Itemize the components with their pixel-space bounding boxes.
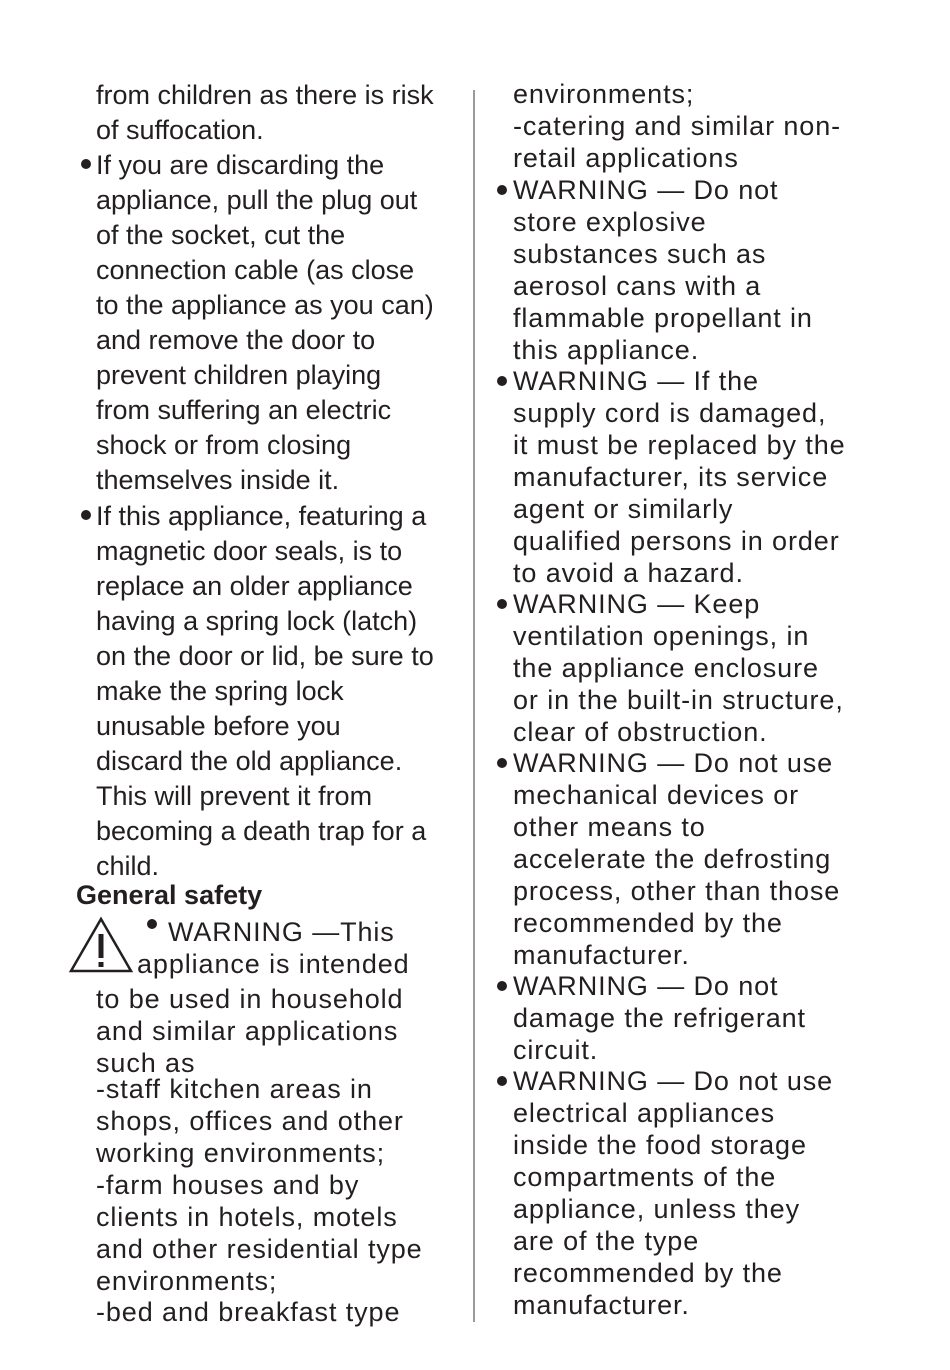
text-line: supply cord is damaged,	[513, 398, 827, 428]
text-line: from children as there is risk	[96, 80, 434, 110]
text-line: unusable before you	[96, 711, 341, 741]
text-line: environments;	[96, 1266, 278, 1296]
text-line: working environments;	[96, 1138, 386, 1168]
text-line: This will prevent it from	[96, 781, 373, 811]
text-line: agent or similarly	[513, 494, 734, 524]
text-line: circuit.	[513, 1035, 599, 1065]
text-line: on the door or lid, be sure to	[96, 641, 434, 671]
text-line: electrical appliances	[513, 1098, 776, 1128]
text-line: WARNING — Do not use	[513, 1066, 834, 1096]
text-line: WARNING — Do not	[513, 971, 779, 1001]
text-line: manufacturer.	[513, 940, 690, 970]
text-line: of suffocation.	[96, 115, 264, 145]
text-line: WARNING — Do not use	[513, 748, 834, 778]
text-line: other means to	[513, 812, 706, 842]
bullet-icon	[497, 981, 507, 991]
text-line: of the socket, cut the	[96, 220, 346, 250]
text-line: it must be replaced by the	[513, 430, 846, 460]
text-line: If this appliance, featuring a	[96, 501, 427, 531]
text-line: flammable propellant in	[513, 303, 813, 333]
bullet-icon	[497, 758, 507, 768]
text-line: substances such as	[513, 239, 767, 269]
text-line: recommended by the	[513, 908, 783, 938]
text-line: and remove the door to	[96, 325, 376, 355]
text-line: make the spring lock	[96, 676, 344, 706]
text-line: -staff kitchen areas in	[96, 1074, 373, 1104]
text-line: manufacturer.	[513, 1290, 690, 1320]
text-line: and similar applications	[96, 1016, 399, 1046]
text-line: child.	[96, 851, 160, 881]
text-line: aerosol cans with a	[513, 271, 762, 301]
text-line: environments;	[513, 79, 695, 109]
column-divider	[473, 90, 475, 1322]
text-line: recommended by the	[513, 1258, 783, 1288]
bullet-icon	[81, 510, 91, 520]
text-line: ventilation openings, in	[513, 621, 810, 651]
text-line: -farm houses and by	[96, 1170, 360, 1200]
text-line: clear of obstruction.	[513, 717, 768, 747]
text-line: appliance, unless they	[513, 1194, 800, 1224]
text-line: compartments of the	[513, 1162, 777, 1192]
bullet-icon	[497, 1076, 507, 1086]
text-line: accelerate the defrosting	[513, 844, 832, 874]
text-line: discard the old appliance.	[96, 746, 403, 776]
text-line: such as	[96, 1048, 196, 1078]
text-line: to the appliance as you can)	[96, 290, 434, 320]
text-line: qualified persons in order	[513, 526, 840, 556]
text-line: clients in hotels, motels	[96, 1202, 398, 1232]
text-line: having a spring lock (latch)	[96, 606, 418, 636]
text-line: If you are discarding the	[96, 150, 385, 180]
warning-triangle-icon	[68, 916, 134, 974]
bullet-icon	[81, 159, 91, 169]
text-line: manufacturer, its service	[513, 462, 829, 492]
text-line: damage the refrigerant	[513, 1003, 806, 1033]
text-line: from suffering an electric	[96, 395, 392, 425]
text-line: store explosive	[513, 207, 707, 237]
text-line: replace an older appliance	[96, 571, 413, 601]
text-line: WARNING —This	[168, 917, 395, 947]
text-line: -catering and similar non-	[513, 111, 842, 141]
bullet-icon	[497, 376, 507, 386]
text-line: shock or from closing	[96, 430, 352, 460]
text-line: WARNING — Do not	[513, 175, 779, 205]
text-line: to be used in household	[96, 984, 404, 1014]
text-line: -bed and breakfast type	[96, 1297, 401, 1327]
text-line: becoming a death trap for a	[96, 816, 427, 846]
text-line: connection cable (as close	[96, 255, 415, 285]
bullet-icon	[497, 185, 507, 195]
text-line: shops, offices and other	[96, 1106, 404, 1136]
text-line: this appliance.	[513, 335, 700, 365]
section-heading: General safety	[76, 880, 263, 910]
text-line: WARNING — If the	[513, 366, 759, 396]
text-line: prevent children playing	[96, 360, 382, 390]
text-line: WARNING — Keep	[513, 589, 761, 619]
text-line: process, other than those	[513, 876, 841, 906]
text-line: magnetic door seals, is to	[96, 536, 403, 566]
text-line: inside the food storage	[513, 1130, 807, 1160]
text-line: or in the built-in structure,	[513, 685, 844, 715]
bullet-icon	[497, 599, 507, 609]
text-line: appliance is intended	[137, 949, 410, 979]
text-line: are of the type	[513, 1226, 700, 1256]
text-line: themselves inside it.	[96, 465, 340, 495]
text-line: retail applications	[513, 143, 739, 173]
text-line: to avoid a hazard.	[513, 558, 744, 588]
bullet-icon	[147, 919, 157, 929]
text-line: the appliance enclosure	[513, 653, 819, 683]
text-line: and other residential type	[96, 1234, 423, 1264]
text-line: mechanical devices or	[513, 780, 800, 810]
text-line: appliance, pull the plug out	[96, 185, 418, 215]
